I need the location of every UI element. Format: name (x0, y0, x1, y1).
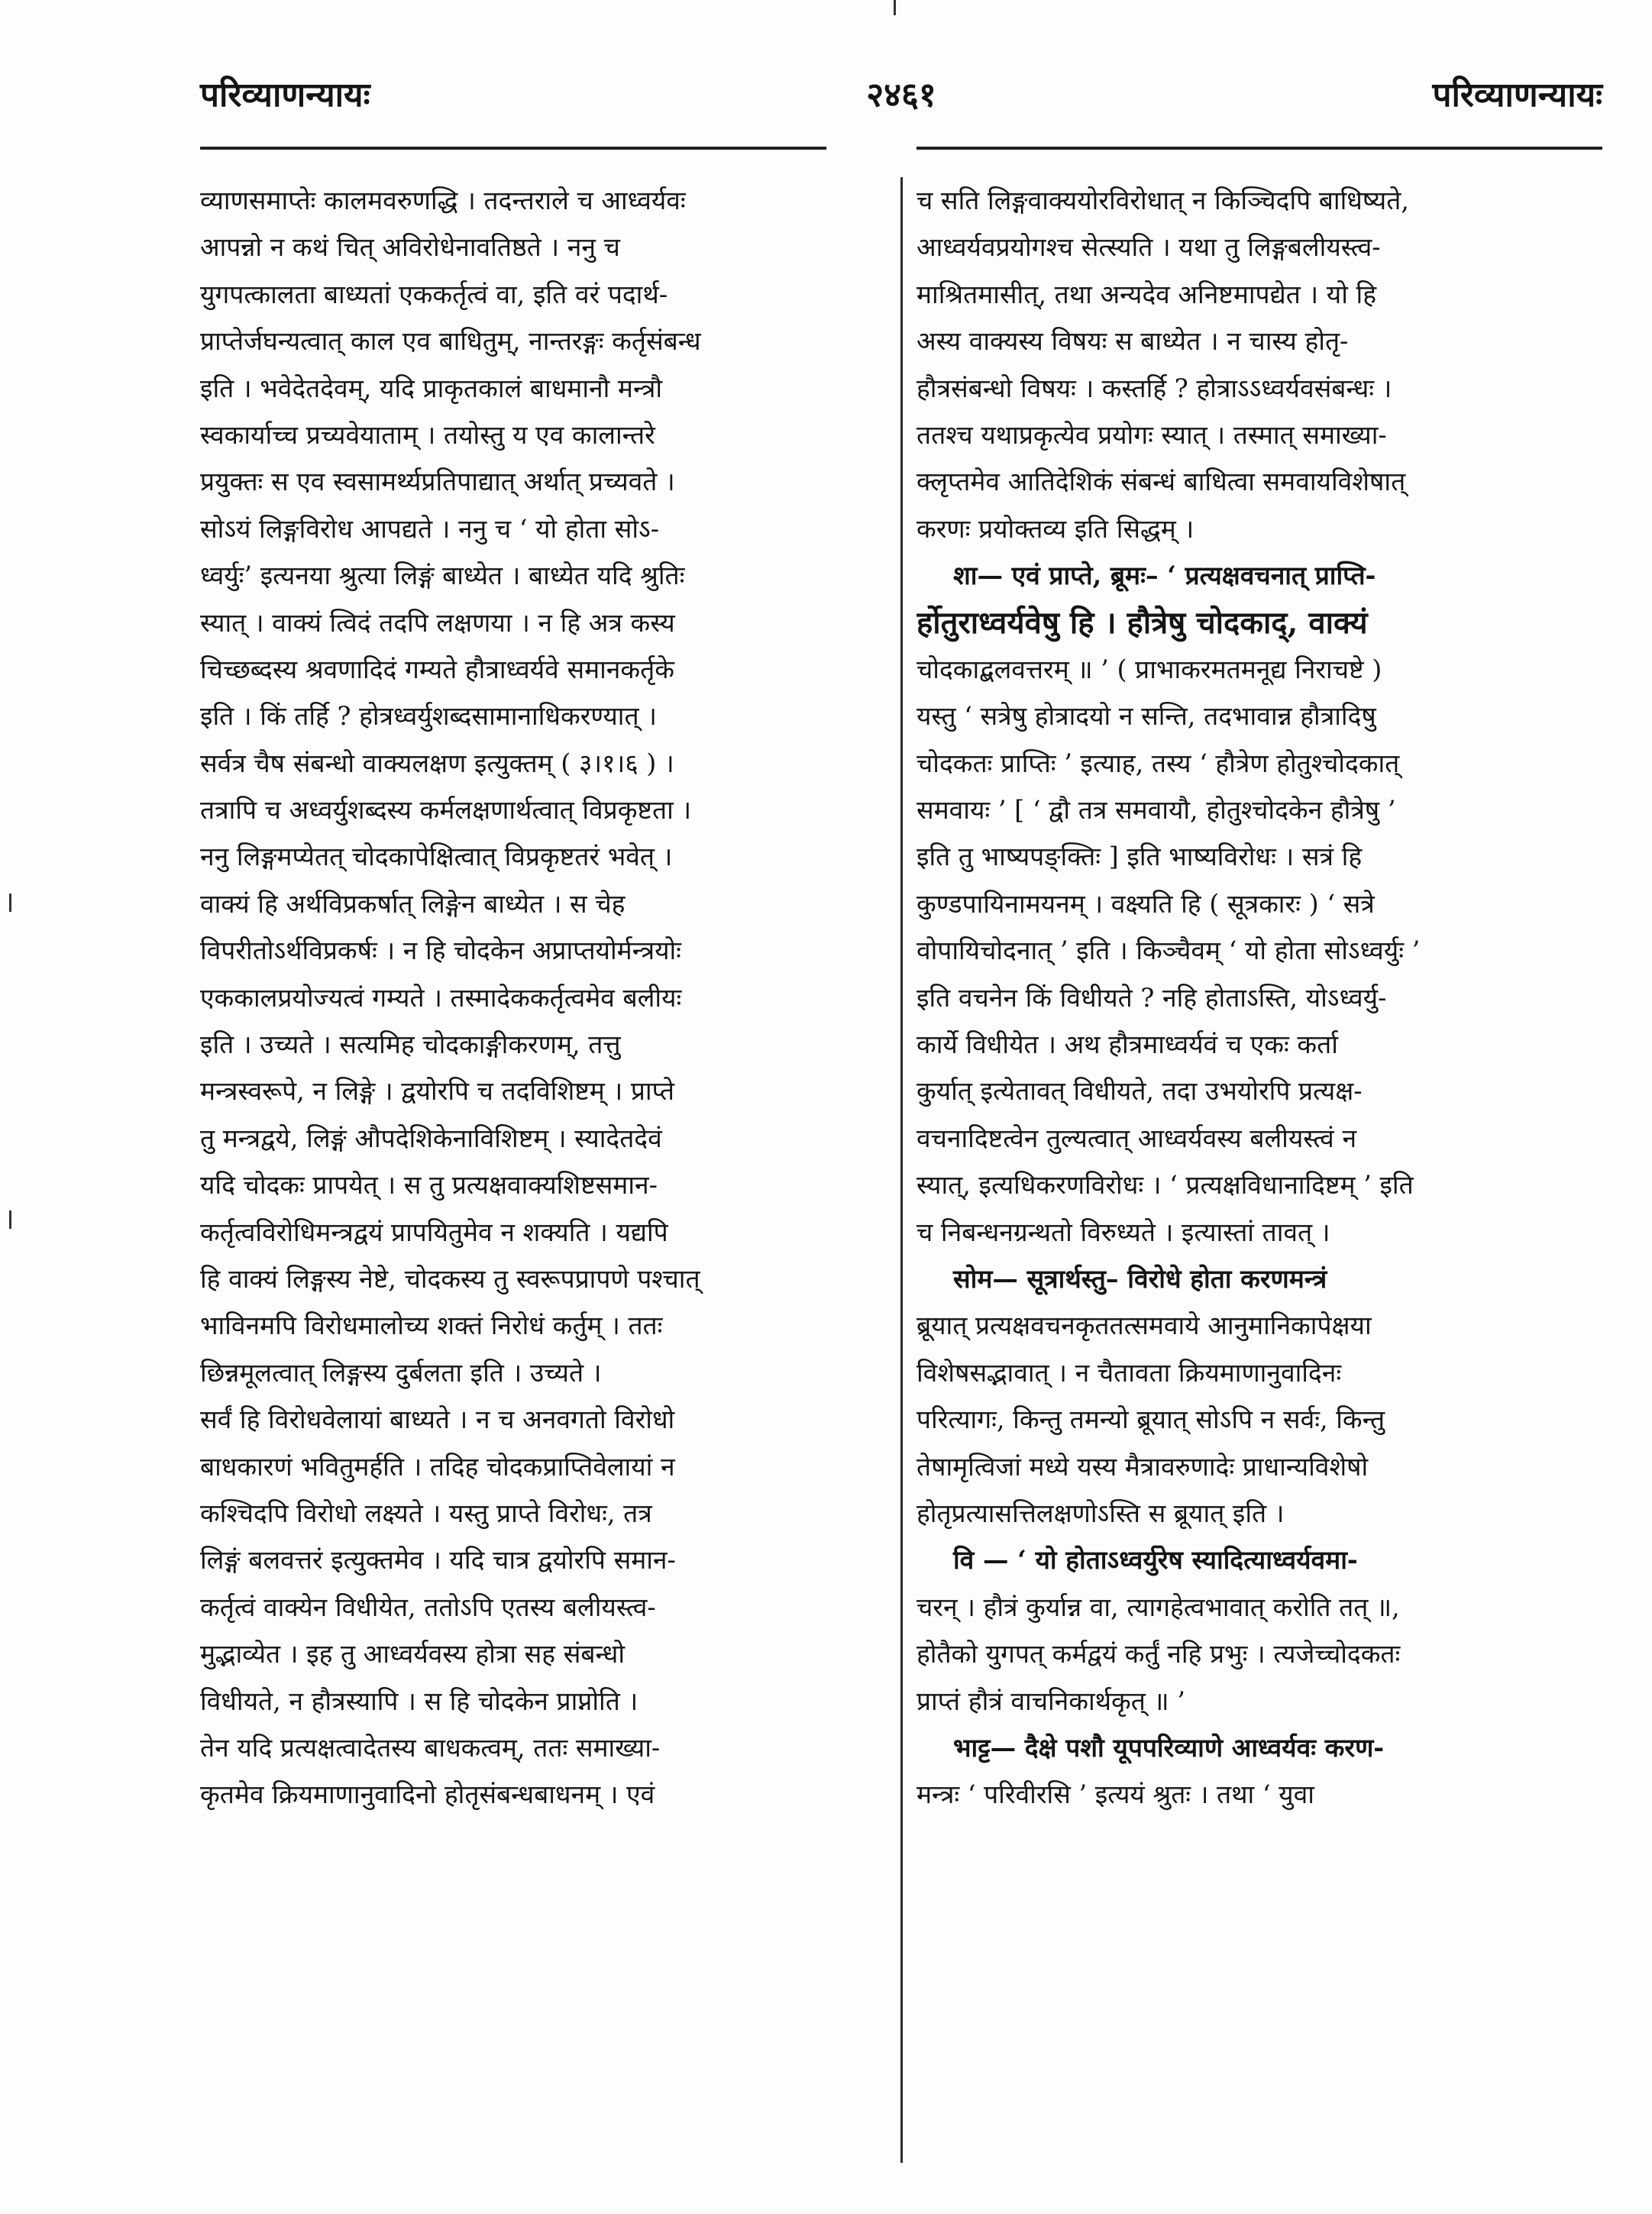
text-line: मन्त्रस्वरूपे, न लिङ्गे । द्वयोरपि च तदविशिष्टम् । प्राप्ते (200, 1076, 674, 1107)
text-line: व्याणसमाप्तेः कालमवरुणद्धि । तदन्तराले च आध्वर्यवः (200, 186, 686, 215)
right-column (917, 177, 1602, 2163)
text-line: च निबन्धनग्रन्थतो विरुध्यते । इत्यास्तां तावत् । (917, 1217, 1330, 1247)
text-line: सर्वं हि विरोधवेलायां बाध्यते । न च अनवगतो विरोधो (200, 1404, 675, 1435)
text-line: आपन्नो न कथं चित् अविरोधेनावतिष्ठते । ननु च (200, 232, 620, 263)
column-divider (900, 177, 903, 2163)
text-line: करणः प्रयोक्तव्य इति सिद्धम् । (917, 513, 1195, 544)
text-line: हौत्रसंबन्धो विषयः । कस्तर्हि ? होत्राऽऽध्वर्यवसंबन्धः । (917, 373, 1392, 403)
text-line: चोदकाद्बलवत्तरम् ॥ ’ ( प्राभाकरमतमनूद्य निराचष्टे ) (917, 654, 1382, 684)
text-line-verse: र्होतुराध्वर्यवेषु हि । हौत्रेषु चोदकाद्, वाक्यं (917, 604, 1368, 641)
text-line: समवायः ’ [ ‘ द्वौ तत्र समवायौ, होतुश्चोदकेन हौत्रेषु ’ (917, 795, 1396, 826)
text-line-soma: सोम— सूत्रार्थस्तु– विरोधे होता करणमन्त्रं (953, 1263, 1327, 1294)
text-line: अस्य वाक्यस्य विषयः स बाध्येत । न चास्य होतृ- (917, 326, 1349, 357)
text-line: हि वाक्यं लिङ्गस्य नेष्टे, चोदकस्य तु स्वरूपप्रापणे पश्चात् (200, 1263, 700, 1294)
left-column (200, 177, 887, 2163)
text-line: वाक्यं हि अर्थविप्रकर्षात् लिङ्गेन बाध्येत । स चेह (200, 888, 626, 919)
text-line: एककालप्रयोज्यत्वं गम्यते । तस्मादेककर्तृत्वमेव बलीयः (200, 982, 682, 1013)
text-line: इति तु भाष्यपङ्क्तिः ] इति भाष्यविरोधः । सत्रं हि (917, 842, 1363, 872)
page-number: २४६१ (866, 76, 936, 115)
text-line: च सति लिङ्गवाक्ययोरविरोधात् न किञ्चिदपि बाधिष्यते, (917, 186, 1409, 215)
text-line-bhatta: भाट्ट— दैक्षे पशौ यूपपरिव्याणे आध्वर्यवः करण- (953, 1732, 1385, 1763)
text-line: मुद्भाव्येत । इह तु आध्वर्यवस्य होत्रा सह संबन्धो (200, 1639, 626, 1669)
text-line: स्वकार्याच्च प्रच्यवेयाताम् । तयोस्तु य एव कालान्तरे (200, 419, 655, 450)
text-line: वचनादिष्टत्वेन तुल्यत्वात् आध्वर्यवस्य बलीयस्त्वं न (917, 1123, 1357, 1153)
text-line: स्यात्, इत्यधिकरणविरोधः । ‘ प्रत्यक्षविधानादिष्टम् ’ इति (917, 1170, 1414, 1201)
text-line: तत्रापि च अध्वर्युशब्दस्य कर्मलक्षणार्थत्वात् विप्रकृष्टता । (200, 795, 692, 826)
text-line: वोपायिचोदनात् ’ इति । किञ्चैवम् ‘ यो होता सोऽध्वर्युः ’ (917, 936, 1421, 966)
text-line: कश्चिदपि विरोधो लक्ष्यते । यस्तु प्राप्ते विरोधः, तत्र (200, 1498, 652, 1528)
text-line: इति वचनेन किं विधीयते ? नहि होताऽस्ति, योऽध्वर्यु- (917, 982, 1387, 1013)
text-line: प्रयुक्तः स एव स्वसामर्थ्यप्रतिपाद्यात् अर्थात् प्रच्यवते । (200, 467, 675, 497)
text-line: कुण्डपायिनामयनम् । वक्ष्यति हि ( सूत्रकारः ) ‘ सत्रे (917, 888, 1375, 919)
text-line: कर्तृत्वं वाक्येन विधीयेत, ततोऽपि एतस्य बलीयस्त्व- (200, 1592, 656, 1622)
text-line: ध्वर्युः’ इत्यनया श्रुत्या लिङ्गं बाध्येत । बाध्येत यदि श्रुतिः (200, 561, 685, 591)
text-line: कार्ये विधीयेत । अथ हौत्रमाध्वर्यवं च एकः कर्ता (917, 1029, 1338, 1060)
header-right-title: परिव्याणन्यायः (1432, 76, 1602, 115)
text-line: इति । किं तर्हि ? होत्रध्वर्युशब्दसामानाधिकरण्यात् । (200, 701, 657, 732)
text-line-sha: शा— एवं प्राप्ते, ब्रूमः– ‘ प्रत्यक्षवचनात् प्राप्ति- (953, 561, 1376, 591)
text-line: कुर्यात् इत्येतावत् विधीयते, तदा उभयोरपि प्रत्यक्ष- (917, 1076, 1363, 1107)
text-line: तेन यदि प्रत्यक्षत्वादेतस्य बाधकत्वम्, ततः समाख्या- (200, 1732, 661, 1763)
text-line: तेषामृत्विजां मध्ये यस्य मैत्रावरुणादेः प्राधान्यविशेषो (917, 1451, 1369, 1482)
margin-mark (9, 894, 11, 912)
running-header (200, 70, 1602, 131)
text-line: भाविनमपि विरोधमालोच्य शक्तं निरोधं कर्तुम् । ततः (200, 1311, 663, 1341)
text-line: इति । उच्यते । सत्यमिह चोदकाङ्गीकरणम्, तत्तु (200, 1029, 621, 1060)
text-line: चोदकतः प्राप्तिः ’ इत्याह, तस्य ‘ हौत्रेण होतुश्चोदकात् (917, 748, 1400, 778)
text-line: चरन् । हौत्रं कुर्यान्न वा, त्यागहेत्वभावात् करोति तत् ॥, (917, 1592, 1400, 1622)
text-line: यस्तु ‘ सत्रेषु होत्रादयो न सन्ति, तदभावान्न हौत्रादिषु (917, 701, 1376, 732)
text-line: युगपत्कालता बाध्यतां एककर्तृत्वं वा, इति वरं पदार्थ- (200, 279, 668, 309)
text-line: छिन्नमूलत्वात् लिङ्गस्य दुर्बलता इति । उच्यते । (200, 1357, 602, 1388)
text-line: सोऽयं लिङ्गविरोध आपद्यते । ननु च ‘ यो होता सोऽ- (200, 513, 660, 544)
top-margin-mark (894, 0, 896, 15)
text-line: विपरीतोऽर्थविप्रकर्षः । न हि चोदकेन अप्राप्तयोर्मन्त्रयोः (200, 936, 681, 966)
text-line: मन्त्रः ‘ परिवीरसि ’ इत्ययं श्रुतः । तथा ‘ युवा (917, 1779, 1314, 1810)
margin-mark (9, 1210, 11, 1229)
text-line: परित्यागः, किन्तु तमन्यो ब्रूयात् सोऽपि न सर्वः, किन्तु (917, 1404, 1385, 1435)
text-line: सर्वत्र चैष संबन्धो वाक्यलक्षण इत्युक्तम् ( ३।१।६ ) । (200, 748, 674, 778)
header-left-title: परिव्याणन्यायः (200, 76, 370, 115)
text-line: लिङ्गं बलवत्तरं इत्युक्तमेव । यदि चात्र द्वयोरपि समान- (200, 1545, 676, 1576)
text-line: ततश्च यथाप्रकृत्येव प्रयोगः स्यात् । तस्मात् समाख्या- (917, 419, 1387, 450)
text-line: ननु लिङ्गमप्येतत् चोदकापेक्षित्वात् विप्रकृष्टतरं भवेत् । (200, 842, 673, 872)
text-line: क्लृप्तमेव आतिदेशिकं संबन्धं बाधित्वा समवायविशेषात् (917, 467, 1406, 497)
text-line: स्यात् । वाक्यं त्विदं तदपि लक्षणया । न हि अत्र कस्य (200, 607, 675, 638)
text-line: विशेषसद्भावात् । न चैतावता क्रियमाणानुवादिनः (917, 1357, 1342, 1388)
text-line: कृतमेव क्रियमाणानुवादिनो होतृसंबन्धबाधनम् । एवं (200, 1779, 655, 1810)
text-line: विधीयते, न हौत्रस्यापि । स हि चोदकेन प्राप्नोति । (200, 1686, 638, 1716)
header-rule-left (200, 147, 826, 150)
text-line: कर्तृत्वविरोधिमन्त्रद्वयं प्रापयितुमेव न शक्यति । यद्यपि (200, 1217, 668, 1247)
text-line: आध्वर्यवप्रयोगश्च सेत्स्यति । यथा तु लिङ्गबलीयस्त्व- (917, 232, 1381, 263)
text-line: माश्रितमासीत्, तथा अन्यदेव अनिष्टमापद्येत । यो हि (917, 279, 1376, 309)
text-line: चिच्छब्दस्य श्रवणादिदं गम्यते हौत्राध्वर्यवे समानकर्तृके (200, 654, 674, 684)
text-line: प्राप्तं हौत्रं वाचनिकार्थकृत् ॥ ’ (917, 1686, 1185, 1716)
text-line: ब्रूयात् प्रत्यक्षवचनकृततत्समवाये आनुमानिकापेक्षया (917, 1311, 1372, 1341)
text-line: बाधकारणं भवितुमर्हति । तदिह चोदकप्राप्तिवेलायां न (200, 1451, 675, 1482)
header-rule-right (917, 147, 1602, 150)
text-line: होतृप्रत्यासत्तिलक्षणोऽस्ति स ब्रूयात् इति । (917, 1498, 1285, 1528)
text-line: इति । भवेदेतदेवम्, यदि प्राकृतकालं बाधमानौ मन्त्रौ (200, 373, 663, 403)
text-line: यदि चोदकः प्रापयेत् । स तु प्रत्यक्षवाक्यशिष्टसमान- (200, 1170, 658, 1201)
text-line-vi: वि — ‘ यो होताऽध्वर्युरेष स्यादित्याध्वर्यवमा- (953, 1545, 1358, 1576)
text-line: प्राप्तेर्जघन्यत्वात् काल एव बाधितुम्, नान्तरङ्गः कर्तृसंबन्ध (200, 326, 701, 357)
text-line: होतैको युगपत् कर्मद्वयं कर्तुं नहि प्रभुः । त्यजेच्चोदकतः (917, 1639, 1401, 1669)
text-line: तु मन्त्रद्वये, लिङ्गं औपदेशिकेनाविशिष्टम् । स्यादेतदेवं (200, 1123, 662, 1153)
